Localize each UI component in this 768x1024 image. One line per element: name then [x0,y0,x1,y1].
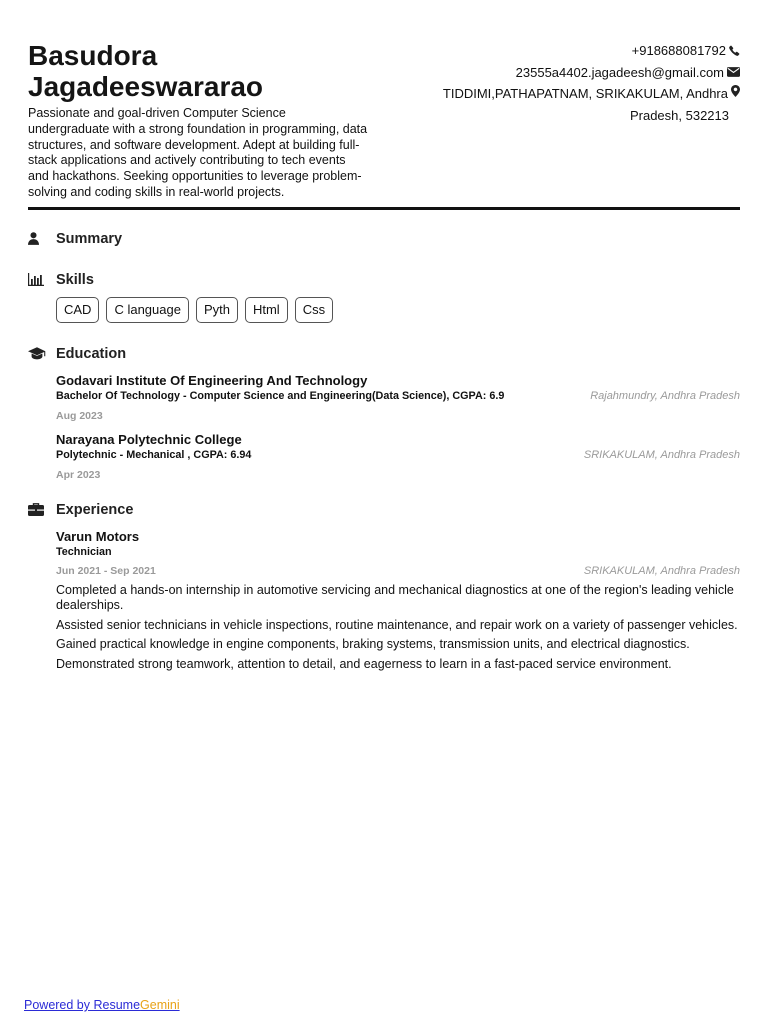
education-location: Rajahmundry, Andhra Pradesh [590,389,740,402]
experience-bullets [56,583,740,673]
education-title: Education [56,345,127,362]
summary-section [28,230,740,248]
address-line [443,83,740,126]
skill-chip: C language [106,297,189,323]
header-divider [28,207,740,210]
education-heading [28,345,740,363]
experience-bullet: Demonstrated strong teamwork, attention to detail, and eagerness to learn in a fast-paced service environment. [56,656,672,671]
resume-header [28,40,740,201]
skills-heading [28,271,740,289]
briefcase-icon [28,503,56,516]
footer-prefix: Powered by [24,998,94,1012]
phone-icon [729,45,740,56]
resume-page [28,40,740,676]
address-line-1: TIDDIMI,PATHAPATNAM, SRIKAKULAM, Andhra [442,86,728,101]
footer-brand-gemini: Gemini [140,998,180,1012]
graduation-cap-icon [28,347,56,360]
summary-title: Summary [56,230,123,247]
experience-entry [56,529,740,673]
name-line-2: Jagadeeswararao [28,71,264,102]
experience-date-row [56,564,740,579]
experience-bullet: Gained practical knowledge in engine components, braking systems, transmission units, and electrical diagnostics. [56,637,690,652]
skills-list [56,297,740,323]
skill-chip: CAD [56,297,99,323]
name-line-1: Basudora [28,40,158,71]
experience-heading [28,501,740,519]
phone-number[interactable]: +918688081792 [631,43,726,58]
candidate-name [28,40,368,102]
contact-info [443,40,740,126]
address-line-2: Pradesh, 532213 [629,107,729,123]
experience-section [28,501,740,673]
bar-chart-icon [28,273,56,286]
experience-dates: Jun 2021 - Sep 2021 [56,564,156,577]
profile-tagline: Passionate and goal-driven Computer Science undergraduate with a strong foundation in programming, data structures, and software development. Adept at building full-stack applications and actively contributing to tech events and hackathons. Seeking opportunities to leverage problem-solving and coding skills in real-world projects. [28,106,368,199]
degree-text: Polytechnic - Mechanical , CGPA: 6.94 [56,448,252,461]
envelope-icon [727,67,740,77]
powered-by-link[interactable] [24,998,180,1012]
skill-chip: Pyth [196,297,238,323]
job-role: Technician [56,545,112,558]
skill-chip: Html [245,297,288,323]
education-detail-row [56,448,740,463]
user-icon [28,232,56,245]
summary-heading [28,230,740,248]
experience-location: SRIKAKULAM, Andhra Pradesh [583,564,740,577]
footer-brand-resume: Resume [93,998,141,1012]
education-entry [56,373,740,424]
experience-title: Experience [56,501,134,518]
phone-line [443,40,740,62]
education-entry [56,432,740,483]
map-marker-icon [731,85,740,97]
education-location: SRIKAKULAM, Andhra Pradesh [583,448,740,461]
experience-bullet: Completed a hands-on internship in automotive servicing and mechanical diagnostics at one of the region's leading vehicle dealerships. [56,582,734,613]
education-date: Aug 2023 [56,409,103,422]
education-section [28,345,740,483]
header-left [28,40,368,201]
skills-section [28,271,740,323]
email-line [443,62,740,84]
skill-chip: Css [295,297,333,323]
email-address[interactable]: 23555a4402.jagadeesh@gmail.com [515,64,724,80]
company-name: Varun Motors [56,528,140,544]
school-name: Godavari Institute Of Engineering And Technology [56,372,368,388]
experience-bullet: Assisted senior technicians in vehicle inspections, routine maintenance, and repair work on a variety of passenger vehicles. [56,617,738,632]
skills-title: Skills [56,271,94,288]
education-date: Apr 2023 [56,468,101,481]
school-name: Narayana Polytechnic College [56,431,242,447]
address-block [443,83,740,126]
education-detail-row [56,389,740,404]
degree-text: Bachelor Of Technology - Computer Science and Engineering(Data Science), CGPA: 6.9 [56,389,505,402]
